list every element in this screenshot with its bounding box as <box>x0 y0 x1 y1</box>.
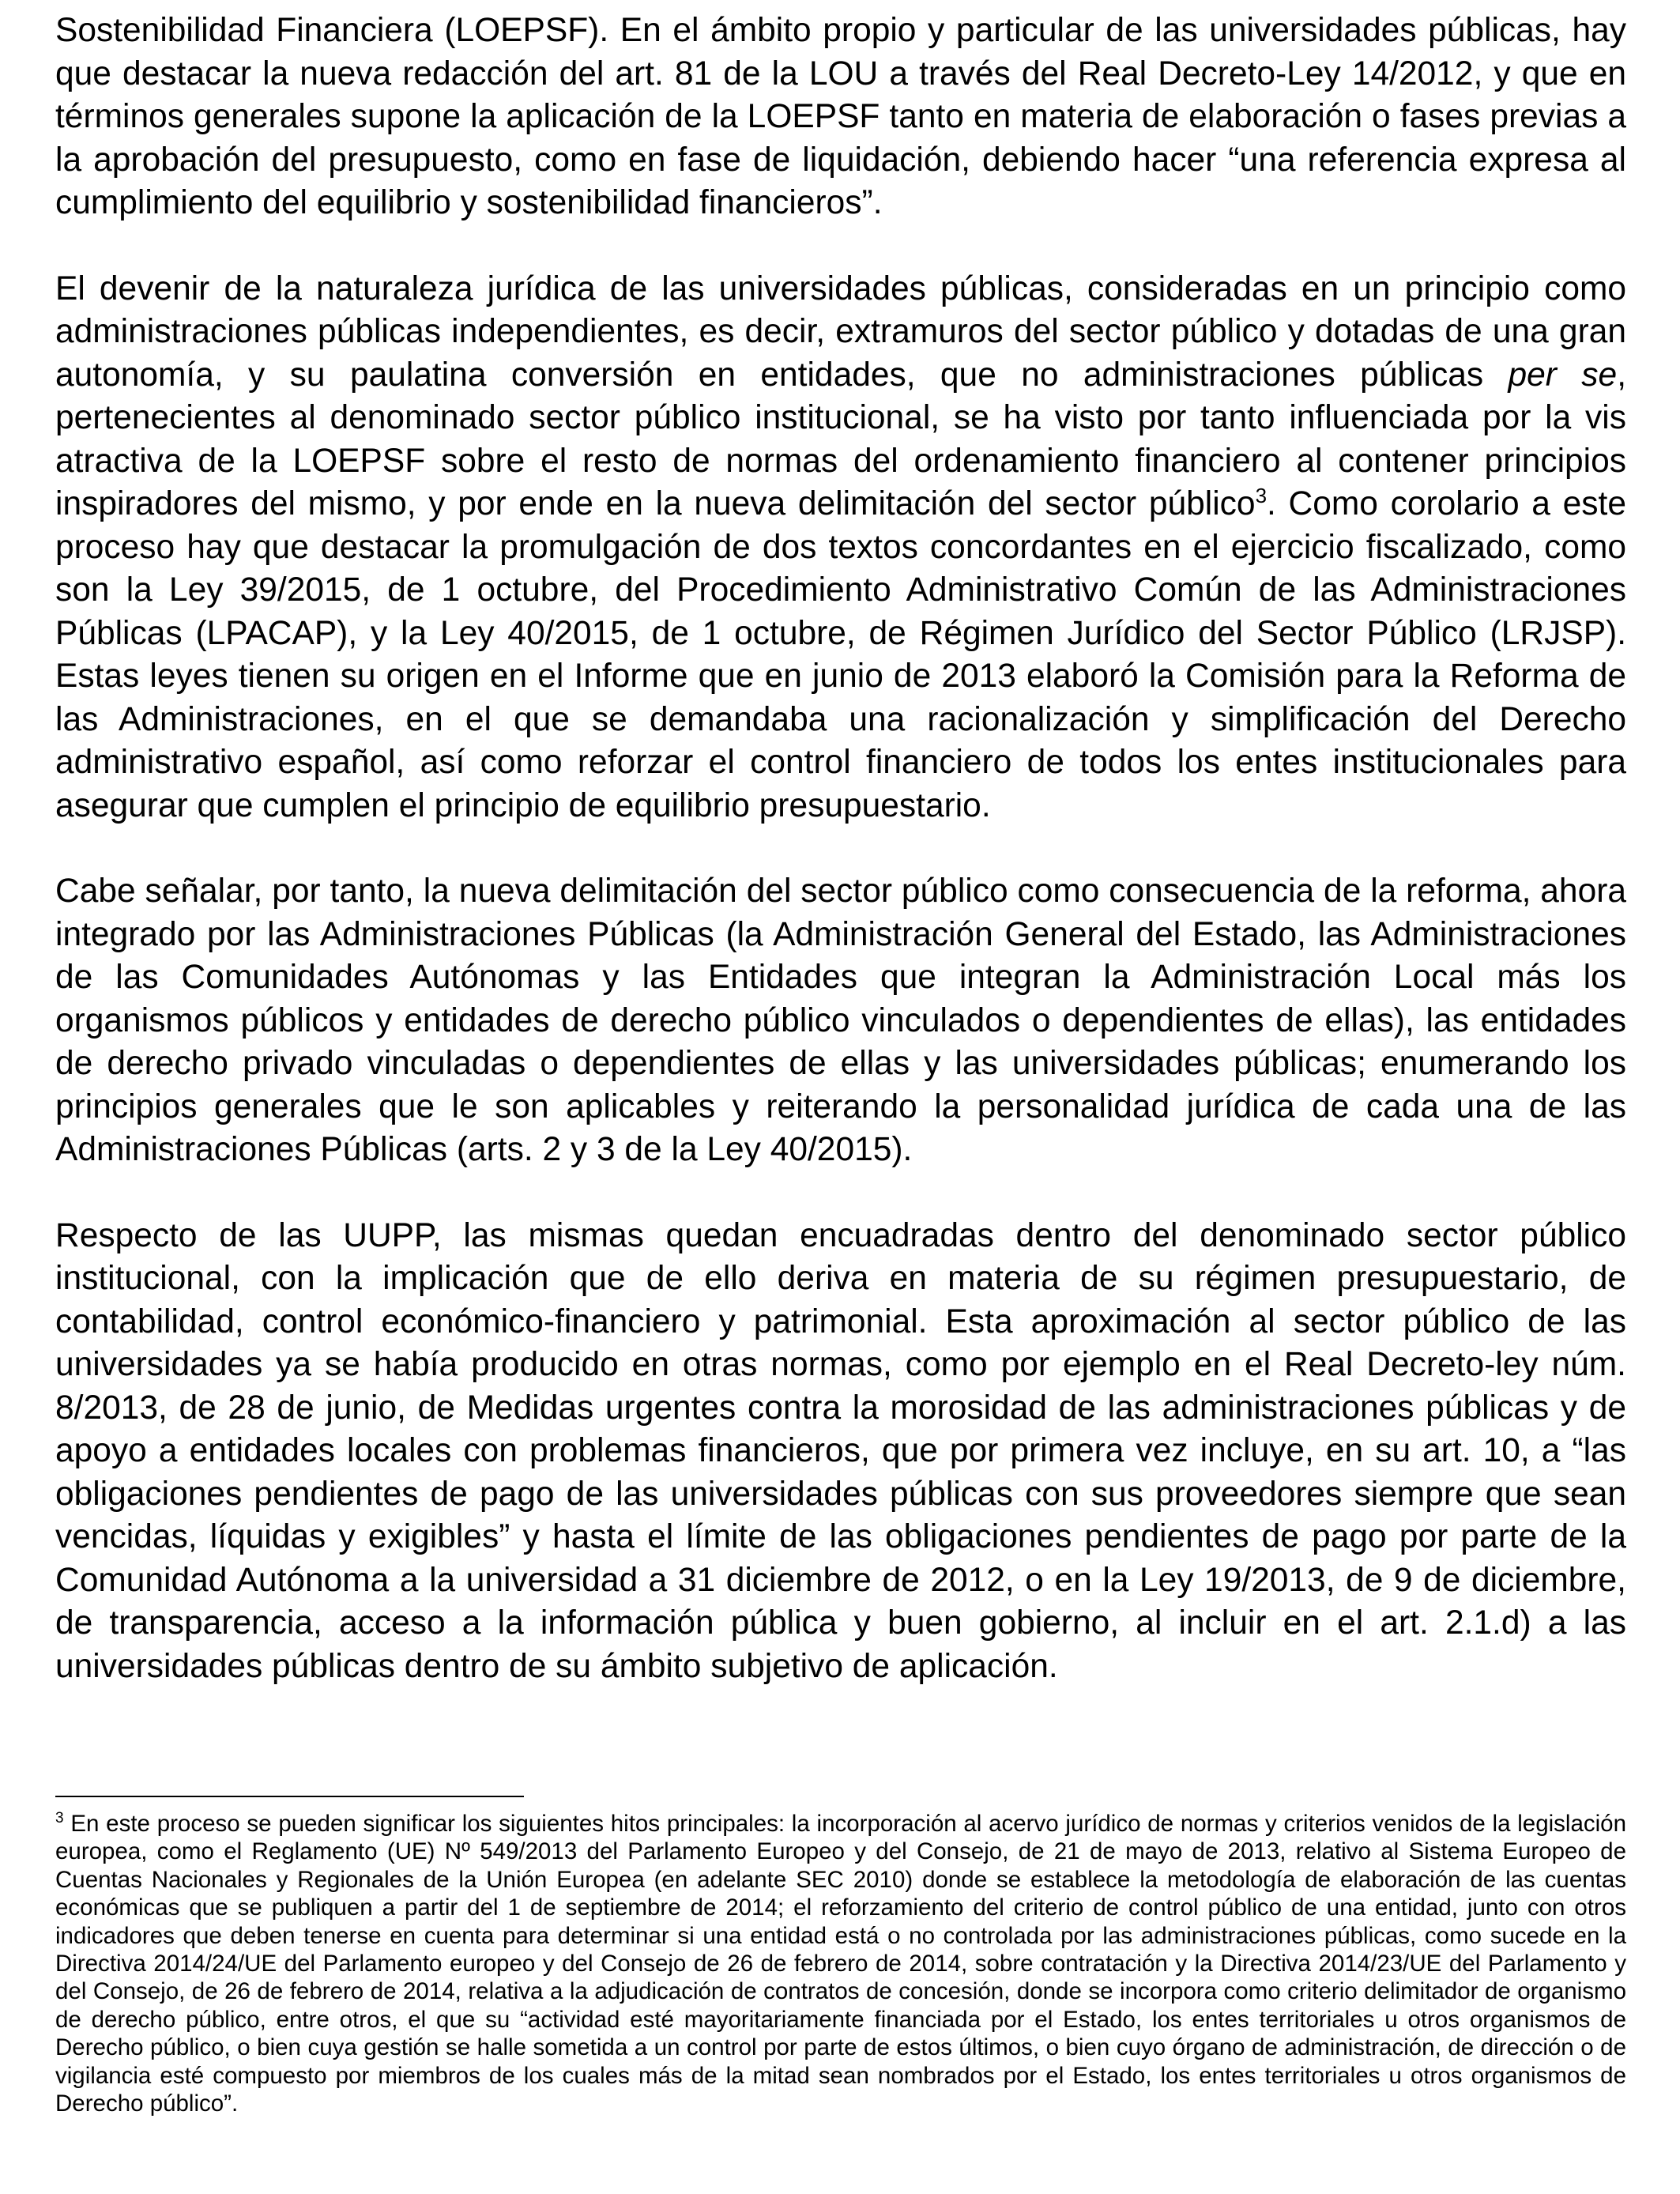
footnote-marker: 3 <box>55 1810 64 1827</box>
italic-phrase: per se <box>1508 356 1618 394</box>
footnote-separator <box>55 1796 524 1797</box>
document-body <box>55 9 1626 1731</box>
footnote-text: En este proceso se pueden significar los siguientes hitos principales: la incorporación al acervo jurídico de normas y criterios venidos de la legislación europea, como el Reglamento (UE) Nº 549/2013 del Parlamento Europeo y del Consejo, de 21 de mayo de 2013, relativo al Sistema Europeo de Cuentas Nacionales y Regionales de la Unión Europea (en adelante SEC 2010) donde se establece la metodología de elaboración de las cuentas económicas que se publiquen a partir del 1 de septiembre de 2014; el reforzamiento del criterio de control público de una entidad, junto con otros indicadores que deben tenerse en cuenta para determinar si una entidad está o no controlada por las administraciones públicas, como sucede en la Directiva 2014/24/UE del Parlamento europeo y del Consejo de 26 de febrero de 2014, sobre contratación y la Directiva 2014/23/UE del Parlamento y del Consejo, de 26 de febrero de 2014, relativa a la adjudicación de contratos de concesión, donde se incorpora como criterio delimitador de organismo de derecho público, entre otros, el que su “actividad esté mayoritariamente financiada por el Estado, los entes territoriales u otros organismos de Derecho público, o bien cuya gestión se halle sometida a un control por parte de estos últimos, o bien cuyo órgano de administración, de dirección o de vigilancia esté compuesto por miembros de los cuales más de la mitad sean nombrados por el Estado, los entes territoriales u otros organismos de Derecho público”. <box>55 1811 1626 2117</box>
paragraph-text: El devenir de la naturaleza jurídica de las universidades públicas, consideradas en un principio como administraciones públicas independientes, es decir, extramuros del sector público y dotadas de una gran autonomía, y su paulatina conversión en entidades, que no administraciones públicas <box>55 270 1626 394</box>
paragraph-loepsf: Sostenibilidad Financiera (LOEPSF). En el ámbito propio y particular de las universidades públicas, hay que destacar la nueva redacción del art. 81 de la LOU a través del Real Decreto-Ley 14/2012, y que en términos generales supone la aplicación de la LOEPSF tanto en materia de elaboración o fases previas a la aprobación del presupuesto, como en fase de liquidación, debiendo hacer “una referencia expresa al cumplimiento del equilibrio y sostenibilidad financieros”. <box>55 12 1626 221</box>
footnote-3 <box>55 1810 1626 2117</box>
footnote-reference[interactable]: 3 <box>1255 483 1268 507</box>
paragraph-text: . Como corolario a este proceso hay que destacar la promulgación de dos textos concordantes en el ejercicio fiscalizado, como son la Ley 39/2015, de 1 octubre, del Procedimiento Administrativo Común de las Administraciones Públicas (LPACAP), y la Ley 40/2015, de 1 octubre, de Régimen Jurídico del Sector Público (LRJSP). Estas leyes tienen su origen en el Informe que en junio de 2013 elaboró la Comisión para la Reforma de las Administraciones, en el que se demandaba una racionalización y simplificación del Derecho administrativo español, así como reforzar el control financiero de todos los entes institucionales para asegurar que cumplen el principio de equilibrio presupuestario. <box>55 485 1626 824</box>
paragraph-text: , pertenecientes al denominado sector público institucional, se ha visto por tanto influenciada por la vis atractiva de la LOEPSF sobre el resto de normas del ordenamiento financiero al contener principios inspiradores del mismo, y por ende en la nueva delimitación del sector público <box>55 356 1626 522</box>
footnotes <box>55 1796 1626 2117</box>
paragraph-uupp: Respecto de las UUPP, las mismas quedan encuadradas dentro del denominado sector público institucional, con la implicación que de ello deriva en materia de su régimen presupuestario, de contabilidad, control económico-financiero y patrimonial. Esta aproximación al sector público de las universidades ya se había producido en otras normas, como por ejemplo en el Real Decreto-ley núm. 8/2013, de 28 de junio, de Medidas urgentes contra la morosidad de las administraciones públicas y de apoyo a entidades locales con problemas financieros, que por primera vez incluye, en su art. 10, a “las obligaciones pendientes de pago de las universidades públicas con sus proveedores siempre que sean vencidas, líquidas y exigibles” y hasta el límite de las obligaciones pendientes de pago por parte de la Comunidad Autónoma a la universidad a 31 diciembre de 2012, o en la Ley 19/2013, de 9 de diciembre, de transparencia, acceso a la información pública y buen gobierno, al incluir en el art. 2.1.d) a las universidades públicas dentro de su ámbito subjetivo de aplicación. <box>55 1216 1626 1685</box>
paragraph-delimitacion-sector: Cabe señalar, por tanto, la nueva delimitación del sector público como consecuencia de la reforma, ahora integrado por las Administraciones Públicas (la Administración General del Estado, las Administraciones de las Comunidades Autónomas y las Entidades que integran la Administración Local más los organismos públicos y entidades de derecho público vinculados o dependientes de ellas), las entidades de derecho privado vinculadas o dependientes de ellas y las universidades públicas; enumerando los principios generales que le son aplicables y reiterando la personalidad jurídica de cada una de las Administraciones Públicas (arts. 2 y 3 de la Ley 40/2015). <box>55 873 1626 1168</box>
paragraph-naturaleza-juridica <box>55 268 1626 828</box>
